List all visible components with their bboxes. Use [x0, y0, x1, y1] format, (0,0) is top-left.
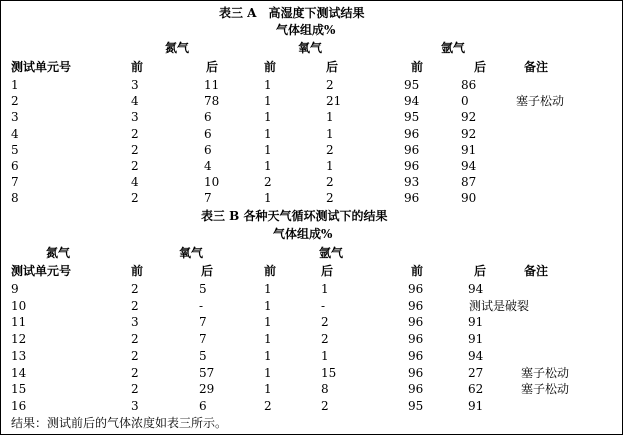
col-header-notes: 备注: [524, 264, 549, 278]
table-b-gas-oxygen: 氧气: [179, 246, 204, 260]
cell-n2-pre: 3: [131, 398, 139, 413]
cell-n2-pre: 2: [131, 191, 139, 206]
cell-o2-pre: 1: [264, 282, 272, 296]
cell-o2-post: 1: [326, 110, 334, 125]
cell-notes: 塞子松动: [521, 365, 570, 380]
cell-o2-pre: 1: [264, 365, 272, 380]
cell-unit: 2: [11, 94, 19, 109]
cell-n2-post: 6: [199, 398, 207, 413]
col-header-ar-post: 后: [474, 264, 487, 278]
cell-ar-pre: 96: [404, 191, 420, 206]
col-header-o2-post: 后: [321, 264, 334, 278]
cell-ar-post: 94: [461, 159, 477, 173]
table-a-gas-argon: 氩气: [441, 41, 466, 55]
table-row: [1, 331, 622, 347]
cell-ar-pre: 96: [408, 332, 424, 347]
col-header-ar-pre: 前: [411, 60, 424, 74]
cell-unit: 1: [11, 78, 19, 92]
cell-n2-pre: 2: [131, 282, 139, 296]
table-row: [1, 126, 622, 142]
table-b-gas-nitrogen: 氮气: [46, 246, 71, 260]
cell-n2-pre: 4: [131, 94, 139, 109]
cell-n2-pre: 2: [131, 142, 139, 157]
cell-o2-pre: 1: [264, 332, 272, 347]
cell-unit: 13: [11, 348, 27, 363]
table-a-gas-nitrogen: 氮气: [165, 41, 190, 55]
cell-unit: 4: [11, 126, 19, 141]
col-header-n2-pre: 前: [131, 264, 144, 278]
table-b-gas-argon: 氩气: [319, 246, 344, 260]
cell-o2-post: 2: [326, 78, 334, 92]
conclusion-text: 结果：测试前后的气体浓度如表三所示。: [11, 416, 228, 430]
cell-unit: 16: [11, 398, 27, 413]
cell-unit: 9: [11, 282, 19, 296]
cell-n2-post: 78: [204, 94, 220, 109]
table-row: [1, 77, 622, 93]
cell-o2-pre: 1: [264, 110, 272, 125]
cell-n2-post: 10: [204, 175, 220, 190]
cell-ar-pre: 95: [404, 78, 420, 92]
cell-unit: 5: [11, 142, 19, 157]
cell-o2-pre: 1: [264, 159, 272, 173]
cell-n2-post: 57: [199, 365, 215, 380]
cell-o2-post: -: [321, 298, 326, 313]
cell-unit: 12: [11, 332, 27, 347]
table-a-group-title: 气体组成%: [276, 23, 336, 37]
col-header-n2-post: 后: [206, 60, 219, 74]
cell-o2-pre: 1: [264, 298, 272, 313]
cell-o2-pre: 2: [264, 398, 272, 413]
cell-unit: 10: [11, 298, 27, 313]
table-row: [1, 314, 622, 330]
cell-n2-pre: 4: [131, 175, 139, 190]
col-header-o2-pre: 前: [264, 264, 277, 278]
col-header-unit: 测试单元号: [11, 264, 72, 278]
cell-o2-post: 2: [326, 175, 334, 190]
cell-ar-post: 90: [461, 191, 477, 206]
cell-o2-pre: 1: [264, 94, 272, 109]
col-header-o2-pre: 前: [264, 60, 277, 74]
col-header-ar-pre: 前: [411, 264, 424, 278]
cell-n2-post: 7: [204, 191, 212, 206]
cell-ar-pre: 94: [404, 94, 420, 109]
table-row: [1, 142, 622, 158]
cell-n2-pre: 2: [131, 365, 139, 380]
cell-o2-post: 1: [321, 348, 329, 363]
cell-n2-pre: 3: [131, 315, 139, 330]
table-b-title: 表三 B 各种天气循环测试下的结果: [201, 209, 388, 223]
table-a-title: 表三 A 高湿度下测试结果: [219, 6, 365, 20]
col-header-unit: 测试单元号: [11, 60, 72, 74]
cell-ar-post: 测试是破裂: [469, 298, 530, 313]
cell-o2-post: 2: [326, 142, 334, 157]
cell-o2-pre: 1: [264, 348, 272, 363]
cell-ar-pre: 96: [408, 348, 424, 363]
cell-n2-post: 6: [204, 126, 212, 141]
cell-unit: 14: [11, 365, 27, 380]
cell-n2-post: 6: [204, 110, 212, 125]
table-a-header-row: [1, 59, 622, 75]
cell-o2-post: 1: [326, 159, 334, 173]
cell-unit: 6: [11, 159, 19, 173]
cell-o2-pre: 1: [264, 78, 272, 92]
cell-n2-post: 6: [204, 142, 212, 157]
cell-n2-post: 4: [204, 159, 212, 173]
cell-n2-pre: 2: [131, 382, 139, 397]
cell-ar-pre: 93: [404, 175, 420, 190]
cell-unit: 3: [11, 110, 19, 125]
table-b-header-row: [1, 263, 622, 279]
cell-n2-post: 7: [199, 315, 207, 330]
cell-o2-pre: 2: [264, 175, 272, 190]
cell-notes: 塞子松动: [521, 382, 570, 397]
cell-n2-post: 11: [204, 78, 220, 92]
cell-ar-post: 94: [468, 348, 484, 363]
cell-n2-post: 5: [199, 348, 207, 363]
cell-o2-post: 21: [326, 94, 342, 109]
col-header-n2-post: 后: [201, 264, 214, 278]
cell-n2-post: 7: [199, 332, 207, 347]
cell-n2-pre: 3: [131, 110, 139, 125]
table-row: [1, 381, 622, 397]
table-row: [1, 190, 622, 206]
cell-ar-pre: 96: [408, 382, 424, 397]
table-row: [1, 298, 622, 314]
cell-n2-post: 29: [199, 382, 215, 397]
cell-ar-post: 91: [468, 398, 484, 413]
cell-ar-pre: 96: [404, 126, 420, 141]
cell-o2-pre: 1: [264, 142, 272, 157]
table-b-group-title: 气体组成%: [273, 227, 333, 241]
cell-ar-post: 91: [461, 142, 477, 157]
cell-n2-pre: 2: [131, 348, 139, 363]
cell-notes: 塞子松动: [516, 94, 565, 109]
cell-o2-post: 2: [326, 191, 334, 206]
cell-ar-pre: 96: [408, 298, 424, 313]
cell-ar-post: 0: [461, 94, 469, 109]
cell-ar-post: 92: [461, 126, 477, 141]
cell-o2-pre: 1: [264, 191, 272, 206]
cell-o2-post: 1: [326, 126, 334, 141]
col-header-notes: 备注: [524, 60, 549, 74]
cell-ar-post: 92: [461, 110, 477, 125]
cell-ar-pre: 96: [408, 365, 424, 380]
cell-unit: 8: [11, 191, 19, 206]
cell-unit: 11: [11, 315, 27, 330]
cell-ar-pre: 96: [408, 315, 424, 330]
cell-unit: 15: [11, 382, 27, 397]
table-row: [1, 348, 622, 364]
col-header-o2-post: 后: [326, 60, 339, 74]
cell-o2-post: 15: [321, 365, 337, 380]
cell-ar-pre: 95: [404, 110, 420, 125]
table-row: [1, 109, 622, 125]
col-header-ar-post: 后: [474, 60, 487, 74]
cell-ar-post: 62: [468, 382, 484, 397]
cell-o2-pre: 1: [264, 315, 272, 330]
cell-ar-post: 94: [468, 282, 484, 296]
cell-o2-pre: 1: [264, 126, 272, 141]
cell-unit: 7: [11, 175, 19, 190]
cell-o2-post: 2: [321, 398, 329, 413]
cell-o2-post: 1: [321, 282, 329, 296]
cell-n2-pre: 3: [131, 78, 139, 92]
cell-n2-pre: 2: [131, 298, 139, 313]
table-row: [1, 398, 622, 414]
table-a-gas-oxygen: 氧气: [298, 41, 323, 55]
col-header-n2-pre: 前: [131, 60, 144, 74]
cell-ar-pre: 96: [404, 142, 420, 157]
table-row: [1, 174, 622, 190]
table-row: [1, 365, 622, 381]
cell-n2-post: -: [199, 298, 204, 313]
cell-o2-pre: 1: [264, 382, 272, 397]
cell-ar-post: 87: [461, 175, 477, 190]
cell-n2-post: 5: [199, 282, 207, 296]
cell-n2-pre: 2: [131, 126, 139, 141]
cell-ar-post: 86: [461, 78, 477, 92]
cell-ar-pre: 96: [408, 282, 424, 296]
table-row: [1, 281, 622, 297]
cell-n2-pre: 2: [131, 159, 139, 173]
cell-ar-post: 91: [468, 332, 484, 347]
cell-o2-post: 8: [321, 382, 329, 397]
cell-ar-pre: 95: [408, 398, 424, 413]
table-row: [1, 158, 622, 174]
cell-n2-pre: 2: [131, 332, 139, 347]
cell-ar-post: 27: [468, 365, 484, 380]
table-row: [1, 93, 622, 109]
cell-o2-post: 2: [321, 332, 329, 347]
cell-ar-post: 91: [468, 315, 484, 330]
cell-ar-pre: 96: [404, 159, 420, 173]
cell-o2-post: 2: [321, 315, 329, 330]
